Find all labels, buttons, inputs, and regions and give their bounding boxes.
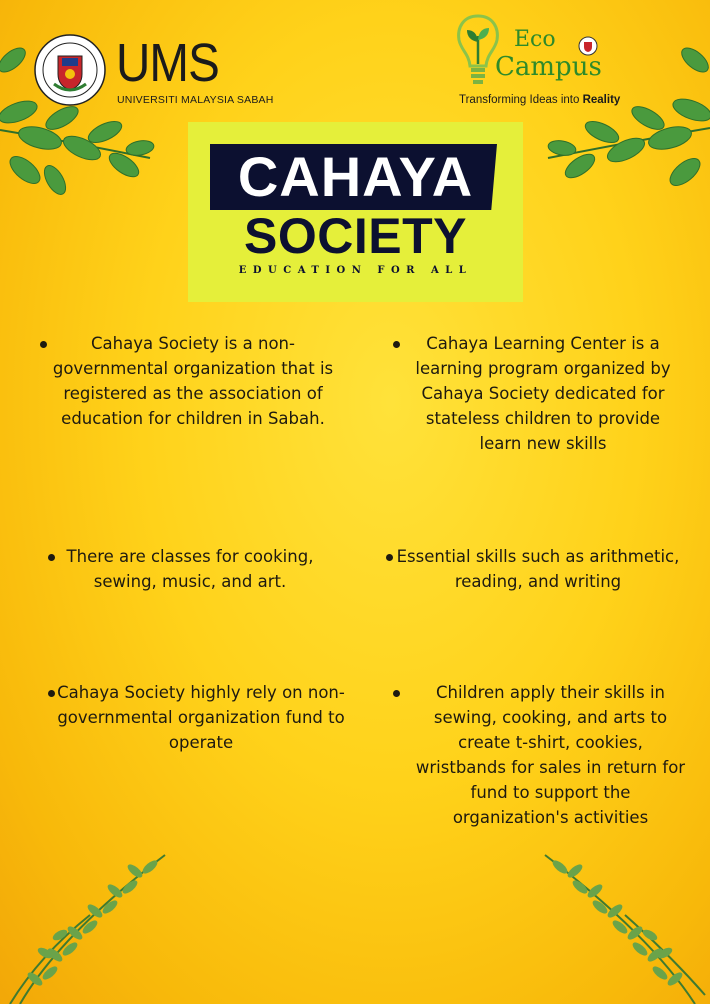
eco-campus-logo [455, 10, 625, 110]
eco-wordmark: Eco [514, 27, 556, 52]
bullet-text: Children apply their skills in sewing, cooking, and arts to create t-shirt, cookies, wristbands for sales in return for fund to support the organization's activities [415, 683, 686, 827]
sprig-decoration-bottom-left [0, 845, 180, 1004]
bullet-dot [40, 341, 47, 348]
bullet-dot [48, 690, 55, 697]
bullet-item [42, 680, 352, 755]
ums-full-name: UNIVERSITI MALAYSIA SABAH [117, 94, 274, 106]
cahaya-title: CAHAYA [237, 145, 474, 208]
ums-wordmark: UMS [116, 33, 219, 93]
bullet-text: Cahaya Learning Center is a learning program organized by Cahaya Society dedicated for stateless children to provide learn new skills [415, 334, 671, 453]
cahaya-society-logo [188, 122, 523, 302]
bullet-item [385, 331, 695, 456]
sprig-decoration-bottom-right [530, 845, 710, 1004]
cahaya-tagline: EDUCATION FOR ALL [238, 265, 473, 276]
bullet-text: Essential skills such as arithmetic, reading, and writing [396, 547, 680, 591]
bullet-item [38, 331, 350, 431]
campus-wordmark: Campus [495, 52, 602, 82]
bullet-text: Cahaya Society highly rely on non-governmental organization fund to operate [57, 683, 345, 752]
bullet-item [385, 680, 690, 830]
eco-campus-tagline: Transforming Ideas into Reality [459, 94, 621, 106]
bullet-dot [393, 341, 400, 348]
university-crest-icon [34, 34, 106, 106]
bullet-item [378, 544, 688, 594]
bullet-text: Cahaya Society is a non-governmental organization that is registered as the association of education for children in Sabah. [52, 334, 334, 428]
cahaya-subtitle: SOCIETY [244, 208, 467, 264]
ums-logo [34, 33, 274, 108]
bullet-dot [386, 554, 393, 561]
bullet-item [40, 544, 332, 594]
bullet-text: There are classes for cooking, sewing, music, and art. [66, 547, 314, 591]
bullet-dot [393, 690, 400, 697]
bullet-dot [48, 554, 55, 561]
